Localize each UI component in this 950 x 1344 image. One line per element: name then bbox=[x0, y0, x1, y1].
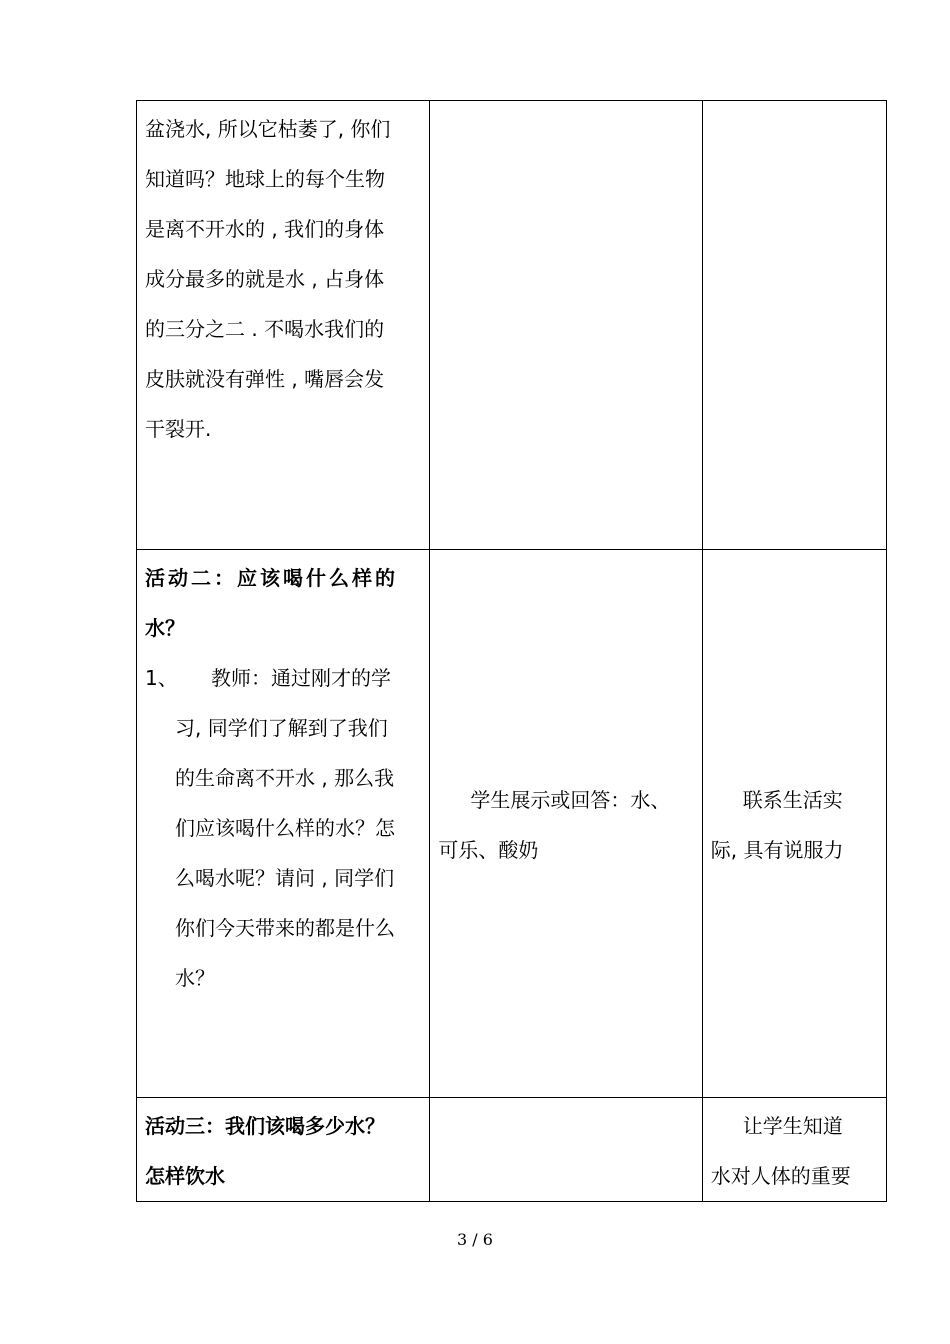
lesson-plan-table bbox=[136, 100, 887, 1202]
activity-three-cell bbox=[137, 1098, 430, 1202]
text-line: 让学生知道 bbox=[742, 1114, 843, 1138]
text-line: 知道吗？地球上的每个生物 bbox=[145, 167, 385, 191]
activity-two-cell bbox=[137, 550, 430, 1098]
design-intent-cell bbox=[702, 550, 886, 1098]
list-item bbox=[145, 653, 421, 703]
row1-student-cell bbox=[430, 101, 702, 550]
activity-three-heading: 活动三：我们该喝多少水？ bbox=[145, 1114, 385, 1138]
text-line: 学生展示或回答：水、 bbox=[470, 788, 671, 812]
row1-content-cell bbox=[137, 101, 430, 550]
text-line: 教师：通过刚才的学 bbox=[211, 666, 391, 690]
text-line: 么喝水呢？请问 , 同学们 bbox=[175, 866, 395, 890]
table-row bbox=[137, 101, 887, 550]
text-line: 是离不开水的 , 我们的身体 bbox=[145, 217, 385, 241]
text-line: 的三分之二 . 不喝水我们的 bbox=[145, 317, 385, 341]
student-activity-cell bbox=[430, 550, 702, 1098]
table-row bbox=[137, 550, 887, 1098]
text-line: 可乐、酸奶 bbox=[438, 838, 539, 862]
row3-intent-cell bbox=[702, 1098, 886, 1202]
text-line: 习, 同学们了解到了我们 bbox=[175, 716, 388, 740]
text-line: 际, 具有说服力 bbox=[710, 838, 844, 862]
activity-two-heading: 活动二：应该喝什么样的 bbox=[145, 566, 398, 590]
text-line: 水？ bbox=[175, 966, 215, 990]
activity-two-heading: 水？ bbox=[145, 616, 185, 640]
table-row bbox=[137, 1098, 887, 1202]
row1-intent-cell bbox=[702, 101, 886, 550]
page-indicator: 3 / 6 bbox=[457, 1230, 493, 1249]
text-line: 盆浇水, 所以它枯萎了, 你们 bbox=[145, 117, 391, 141]
activity-three-heading: 怎样饮水 bbox=[145, 1164, 225, 1188]
text-line: 干裂开. bbox=[145, 417, 212, 441]
text-line: 水对人体的重要 bbox=[710, 1164, 851, 1188]
text-line: 成分最多的就是水 , 占身体 bbox=[145, 267, 385, 291]
list-item-number: 1、 bbox=[145, 666, 178, 690]
text-line: 的生命离不开水 , 那么我 bbox=[175, 766, 395, 790]
text-line: 皮肤就没有弹性 , 嘴唇会发 bbox=[145, 367, 385, 391]
text-line: 联系生活实 bbox=[742, 788, 843, 812]
text-line: 你们今天带来的都是什么 bbox=[175, 916, 395, 940]
row3-student-cell bbox=[430, 1098, 702, 1202]
text-line: 们应该喝什么样的水？怎 bbox=[175, 816, 395, 840]
